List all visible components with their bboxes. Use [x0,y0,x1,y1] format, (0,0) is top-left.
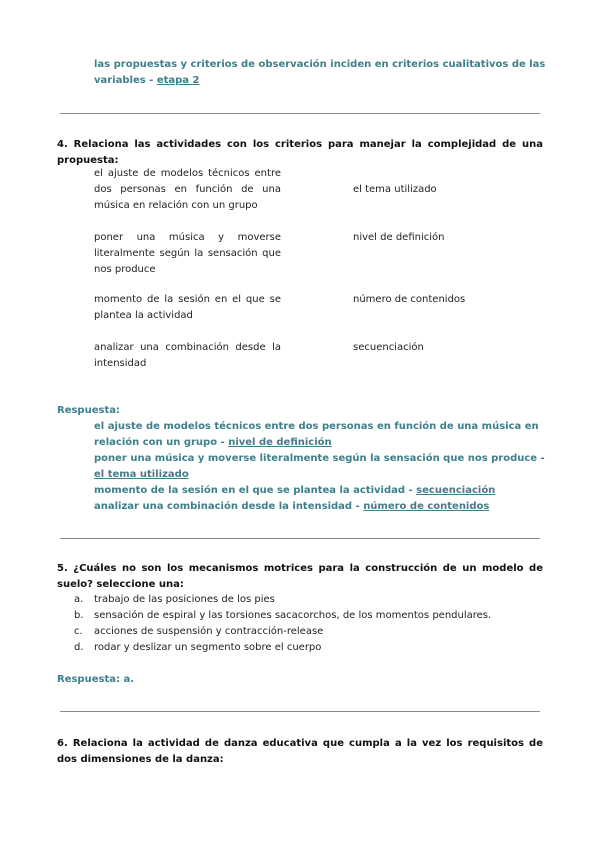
q5-option-b-letter: b. [74,610,84,621]
q4-answer-2: poner una música y moverse literalmente según la sensación que nos produce - el tema utilizado [94,453,545,480]
q4-answer-1-link[interactable]: nivel de definición [228,437,332,448]
q5-option-c-letter: c. [74,626,83,637]
q4-answer-3-link[interactable]: secuenciación [416,485,496,496]
top-answer: las propuestas y criterios de observación inciden en criterios cualitativos de las variables - etapa 2 [94,59,546,86]
q5-option-c-text: acciones de suspensión y contracción-release [94,626,324,637]
q5-answer: Respuesta: a. [57,674,135,685]
q4-answer-label: Respuesta: [57,405,120,416]
question-6-title: 6. Relaciona la actividad de danza educativa que cumpla a la vez los requisitos de dos dimensiones de la danza: [57,738,543,765]
q4-answer-3: momento de la sesión en el que se plantea la actividad - secuenciación [94,485,496,496]
q5-option-a-letter: a. [74,594,84,605]
q4-criterion-2: nivel de definición [353,232,445,243]
q5-option-d[interactable] [74,640,321,656]
question-4-title: 4. Relaciona las actividades con los criterios para manejar la complejidad de una propuesta: [57,139,543,166]
q4-criterion-3: número de contenidos [353,294,466,305]
q4-answer-4: analizar una combinación desde la intensidad - número de contenidos [94,501,490,512]
q5-option-c[interactable] [74,624,323,640]
q4-criterion-4: secuenciación [353,342,424,353]
q4-activity-2: poner una música y moverse literalmente según la sensación que nos produce [94,232,281,275]
q4-answer-1: el ajuste de modelos técnicos entre dos personas en función de una música en relación con un grupo - nivel de definición [94,421,539,448]
q5-option-d-letter: d. [74,642,84,653]
divider-3 [60,711,540,712]
divider-1 [60,113,540,114]
divider-2 [60,538,540,539]
q5-option-a-text: trabajo de las posiciones de los pies [94,594,275,605]
q5-option-d-text: rodar y deslizar un segmento sobre el cuerpo [94,642,322,653]
top-answer-link[interactable]: etapa 2 [156,75,200,86]
q4-criterion-1: el tema utilizado [353,184,437,195]
q4-activity-3: momento de la sesión en el que se plantea la actividad [94,294,281,321]
q4-answer-2-link[interactable]: el tema utilizado [94,469,189,480]
q4-activity-4: analizar una combinación desde la intensidad [94,342,281,369]
q5-option-a[interactable] [74,592,275,608]
q4-answer-4-link[interactable]: número de contenidos [363,501,490,512]
q5-option-b[interactable] [74,608,491,624]
question-5-title: 5. ¿Cuáles no son los mecanismos motrices para la construcción de un modelo de suelo? seleccione una: [57,563,543,590]
q4-answers [94,419,546,515]
q5-option-b-text: sensación de espiral y las torsiones sacacorchos, de los momentos pendulares. [94,610,492,621]
q4-activity-1: el ajuste de modelos técnicos entre dos personas en función de una música en relación con un grupo [94,168,281,211]
top-answer-text: las propuestas y criterios de observación inciden en criterios cualitativos de las variables [94,59,546,86]
